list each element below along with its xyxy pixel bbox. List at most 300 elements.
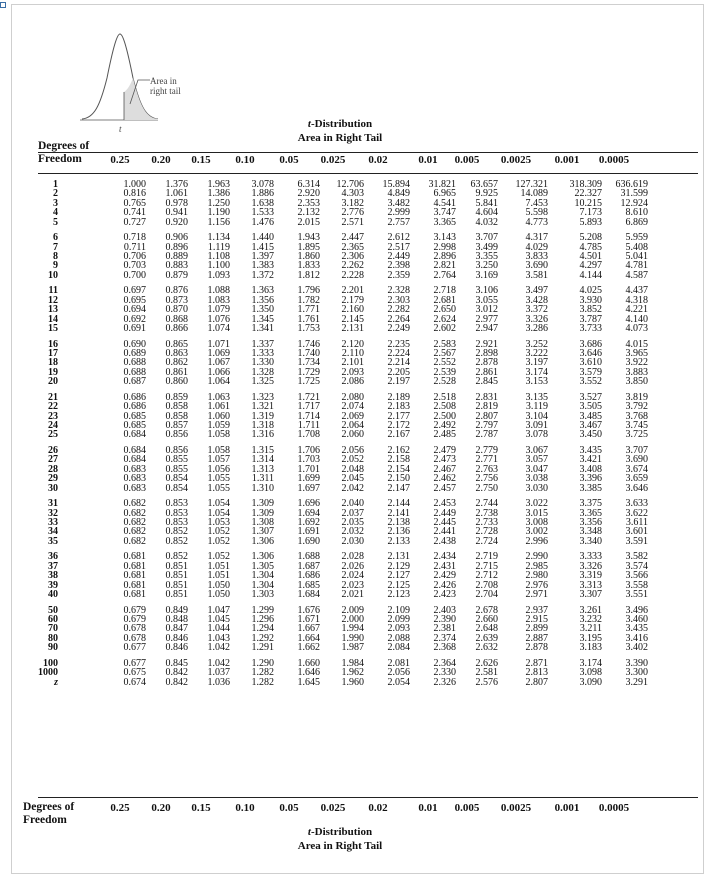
table-row [42,218,692,228]
critical-value-cell: 1.066 [207,366,230,378]
critical-value-cell: 2.861 [475,366,498,378]
critical-value-cell: 1.291 [251,642,274,654]
critical-value-cell: 3.348 [579,526,602,538]
critical-value-cell: 1.055 [207,473,230,485]
critical-value-cell: 2.434 [433,551,456,563]
critical-value-cell: 1.055 [207,482,230,494]
critical-value-cell: 2.129 [387,560,410,572]
critical-value-cell: 1.292 [251,632,274,644]
critical-value-cell: 0.866 [165,323,188,334]
critical-value-cell: 1.076 [207,313,230,325]
critical-value-cell: 1.057 [207,454,230,466]
critical-value-cell: 2.167 [387,429,410,441]
critical-value-cell: 2.353 [297,197,320,209]
critical-value-cell: 2.423 [433,589,456,600]
critical-value-cell: 1.051 [207,570,230,582]
critical-value-cell: 2.528 [433,376,456,388]
critical-value-cell: 3.566 [625,570,648,582]
footer-title-line-2: Area in Right Tail [297,840,383,852]
critical-value-cell: 2.576 [475,676,498,688]
critical-value-cell: 2.368 [433,642,456,654]
critical-value-cell: 3.646 [625,482,648,494]
critical-value-cell: 1.895 [297,241,320,253]
table-row [42,678,692,688]
critical-value-cell: 2.138 [387,517,410,528]
critical-value-cell: 2.179 [341,294,364,306]
degrees-of-freedom-cell: 50 [48,604,58,616]
critical-value-cell: 2.449 [387,251,410,262]
critical-value-cell: 1.282 [251,676,274,688]
critical-value-cell: 2.704 [475,589,498,600]
critical-value-cell: 2.518 [433,391,456,403]
critical-value-cell: 3.707 [475,232,498,244]
table-row [42,484,692,494]
header-rule [38,173,698,174]
critical-value-cell: 3.232 [579,614,602,625]
header-alpha-11: 0.0005 [598,154,630,166]
critical-value-cell: 0.852 [165,526,188,538]
degrees-of-freedom-cell: 12 [48,294,58,306]
footer-alpha-5: 0.025 [320,802,346,814]
critical-value-cell: 0.855 [165,454,188,466]
critical-value-cell: 0.686 [123,391,146,403]
critical-value-cell: 3.098 [579,667,602,679]
critical-value-cell: 1.533 [251,207,274,219]
critical-value-cell: 3.819 [625,391,648,403]
critical-value-cell: 1.325 [251,376,274,388]
critical-value-cell: 1.316 [251,429,274,441]
critical-value-cell: 0.682 [123,526,146,538]
critical-value-cell: 3.591 [625,535,648,547]
critical-value-cell: 1.333 [251,348,274,359]
critical-value-cell: 3.372 [525,304,548,316]
critical-value-cell: 2.813 [525,667,548,679]
critical-value-cell: 1.962 [341,667,364,679]
degrees-of-freedom-cell: 27 [48,454,58,466]
critical-value-cell: 0.695 [123,294,146,306]
critical-value-cell: 0.858 [165,401,188,413]
degrees-of-freedom-cell: 21 [48,391,58,403]
critical-value-cell: 1.074 [207,323,230,334]
degrees-of-freedom-cell: 36 [48,551,58,563]
critical-value-cell: 1.692 [297,517,320,528]
footer-alpha-6: 0.02 [368,802,388,814]
critical-value-cell: 1.638 [251,197,274,209]
critical-value-cell: 14.089 [520,188,548,200]
critical-value-cell: 0.684 [123,429,146,441]
degrees-of-freedom-cell: 29 [48,473,58,485]
critical-value-cell: 2.030 [341,535,364,547]
critical-value-cell: 3.725 [625,429,648,441]
critical-value-cell: 0.688 [123,357,146,369]
critical-value-cell: 1.415 [251,241,274,253]
area-label-line-2: right tail [150,86,181,96]
critical-value-cell: 2.449 [433,507,456,519]
degrees-of-freedom-cell: 24 [48,420,58,431]
degrees-of-freedom-cell: 38 [48,570,58,582]
critical-value-cell: 2.035 [341,517,364,528]
critical-value-cell: 2.084 [387,642,410,654]
critical-value-cell: 1.729 [297,366,320,378]
critical-value-cell: 4.303 [341,188,364,200]
critical-value-cell: 3.319 [579,570,602,582]
critical-value-cell: 2.985 [525,560,548,572]
critical-value-cell: 2.081 [387,657,410,669]
critical-value-cell: 2.131 [387,551,410,563]
critical-value-cell: 2.976 [525,579,548,591]
critical-value-cell: 3.012 [475,304,498,316]
critical-value-cell: 2.871 [525,657,548,669]
degrees-of-freedom-cell: 15 [48,323,58,334]
critical-value-cell: 4.032 [475,216,498,228]
critical-value-cell: 0.727 [123,216,146,228]
critical-value-cell: 2.462 [433,473,456,485]
critical-value-cell: 3.067 [525,445,548,456]
critical-value-cell: 2.632 [475,642,498,654]
critical-value-cell: 1.058 [207,445,230,456]
critical-value-cell: 0.855 [165,463,188,475]
critical-value-cell: 0.682 [123,535,146,547]
critical-value-cell: 5.041 [625,251,648,262]
critical-value-cell: 1.699 [297,473,320,485]
critical-value-cell: 2.921 [475,338,498,350]
critical-value-cell: 3.581 [525,269,548,281]
bell-curve-figure [80,28,160,128]
critical-value-cell: 0.678 [123,632,146,644]
bell-curve [82,34,158,119]
critical-value-cell: 2.306 [341,251,364,262]
critical-value-cell: 3.460 [625,614,648,625]
critical-value-cell: 1.315 [251,445,274,456]
degrees-header-line-1: Degrees of [38,140,90,152]
critical-value-cell: 1.083 [207,294,230,306]
critical-value-cell: 0.679 [123,604,146,616]
table-row [42,271,692,281]
critical-value-cell: 3.787 [579,313,602,325]
degrees-of-freedom-cell: 1000 [38,667,58,679]
critical-value-cell: 6.965 [433,188,456,200]
critical-value-cell: 1.093 [207,269,230,281]
critical-value-cell: 0.683 [123,463,146,475]
critical-value-cell: 2.141 [387,507,410,519]
critical-value-cell: 3.182 [341,197,364,209]
critical-value-cell: 3.174 [579,657,602,669]
critical-value-cell: 1.711 [297,420,320,431]
critical-value-cell: 3.646 [579,348,602,359]
critical-value-cell: 0.688 [123,366,146,378]
critical-value-cell: 3.183 [579,642,602,654]
table-row [42,643,692,653]
critical-value-cell: 2.189 [387,391,410,403]
degrees-header-line-2: Freedom [38,153,82,165]
critical-value-cell: 1.686 [297,570,320,582]
critical-value-cell: 3.768 [625,410,648,422]
critical-value-cell: 1.994 [341,623,364,635]
critical-value-cell: 1.761 [297,313,320,325]
critical-value-cell: 1.697 [297,482,320,494]
critical-value-cell: 1.071 [207,338,230,350]
footer-alpha-10: 0.001 [554,802,580,814]
critical-value-cell: 2.492 [433,420,456,431]
critical-value-cell: 1.088 [207,285,230,297]
critical-value-cell: 4.221 [625,304,648,316]
critical-value-cell: 2.127 [387,570,410,582]
critical-value-cell: 0.906 [165,232,188,244]
title-line-1 [230,117,450,131]
critical-value-cell: 3.497 [525,285,548,297]
critical-value-cell: 2.920 [297,188,320,200]
critical-value-cell: 3.633 [625,498,648,510]
critical-value-cell: 2.431 [433,560,456,572]
critical-value-cell: 0.853 [165,498,188,510]
critical-value-cell: 0.677 [123,642,146,654]
degrees-of-freedom-cell: 25 [48,429,58,441]
critical-value-cell: 2.328 [387,285,410,297]
header-alpha-7: 0.01 [418,154,438,166]
footer-alpha-3: 0.10 [235,802,255,814]
degrees-of-freedom-cell: 80 [48,632,58,644]
critical-value-cell: 3.421 [579,454,602,466]
critical-value-cell: 2.797 [475,420,498,431]
critical-value-cell: 0.978 [165,197,188,209]
critical-value-cell: 4.029 [525,241,548,253]
bottom-rule [38,797,698,798]
critical-value-cell: 2.999 [387,207,410,219]
critical-value-cell: 2.980 [525,570,548,582]
degrees-header [38,140,89,166]
critical-value-cell: 2.145 [341,313,364,325]
critical-value-cell: 3.467 [579,420,602,431]
title-line-2: Area in Right Tail [297,132,383,144]
critical-value-cell: 4.318 [625,294,648,306]
critical-value-cell: 3.930 [579,294,602,306]
critical-value-cell: 1.990 [341,632,364,644]
header-alpha-9: 0.0025 [500,154,532,166]
critical-value-cell: 0.857 [165,420,188,431]
critical-value-cell: 1.701 [297,463,320,475]
critical-value-cell: 8.610 [625,207,648,219]
critical-value-cell: 1.321 [251,401,274,413]
critical-value-cell: 1.047 [207,604,230,616]
critical-value-cell: 2.224 [387,348,410,359]
critical-value-cell: 3.261 [579,604,602,616]
degrees-of-freedom-cell: 35 [48,535,58,547]
critical-value-cell: 63.657 [470,179,498,190]
critical-value-cell: 2.359 [387,269,410,281]
critical-value-cell: 3.365 [433,216,456,228]
critical-value-cell: 3.574 [625,560,648,572]
critical-value-cell: 0.681 [123,589,146,600]
critical-value-cell: 3.690 [525,260,548,272]
critical-value-cell: 3.250 [475,260,498,272]
critical-value-cell: 2.831 [475,391,498,403]
critical-value-cell: 1.386 [207,188,230,200]
critical-value-cell: 2.650 [433,304,456,316]
critical-value-cell: 3.674 [625,463,648,475]
critical-value-cell: 1.383 [251,260,274,272]
critical-value-cell: 0.845 [165,657,188,669]
critical-value-cell: 5.893 [579,216,602,228]
critical-value-cell: 2.154 [387,463,410,475]
critical-value-cell: 3.499 [475,241,498,253]
critical-value-cell: 1.746 [297,338,320,350]
degrees-of-freedom-cell: 39 [48,579,58,591]
critical-value-cell: 1.696 [297,498,320,510]
critical-value-cell: 1.812 [297,269,320,281]
critical-value-cell: 1.045 [207,614,230,625]
critical-value-cell: 0.865 [165,338,188,350]
table-row [42,590,692,600]
critical-value-cell: 0.860 [165,376,188,388]
critical-value-cell: 2.819 [475,401,498,413]
critical-value-cell: 2.158 [387,454,410,466]
critical-value-cell: 3.622 [625,507,648,519]
critical-value-cell: 2.052 [341,454,364,466]
critical-value-cell: 1.662 [297,642,320,654]
critical-value-cell: 2.626 [475,657,498,669]
critical-value-cell: 7.453 [525,197,548,209]
critical-value-cell: 1.886 [251,188,274,200]
critical-value-cell: 2.763 [475,463,498,475]
area-label-line-1: Area in [150,76,177,86]
critical-value-cell: 1.304 [251,579,274,591]
critical-value-cell: 2.093 [341,366,364,378]
critical-value-cell: 1.036 [207,676,230,688]
table-row [42,377,692,387]
critical-value-cell: 1.660 [297,657,320,669]
degrees-of-freedom-cell: 17 [48,348,58,359]
critical-value-cell: 2.228 [341,269,364,281]
critical-value-cell: 1.069 [207,348,230,359]
critical-value-cell: 2.365 [341,241,364,253]
critical-value-cell: 1.044 [207,623,230,635]
critical-value-cell: 2.023 [341,579,364,591]
critical-value-cell: 1.706 [297,445,320,456]
critical-value-cell: 1.054 [207,507,230,519]
critical-value-cell: 2.807 [475,410,498,422]
critical-value-cell: 2.021 [341,589,364,600]
critical-value-cell: 2.757 [387,216,410,228]
critical-value-cell: 2.712 [475,570,498,582]
critical-value-cell: 3.252 [525,338,548,350]
critical-value-cell: 2.878 [475,357,498,369]
critical-value-cell: 2.733 [475,517,498,528]
critical-value-cell: 22.327 [574,188,602,200]
critical-value-cell: 2.390 [433,614,456,625]
critical-value-cell: 1.397 [251,251,274,262]
critical-value-cell: 0.889 [165,251,188,262]
critical-value-cell: 0.677 [123,657,146,669]
critical-value-cell: 3.402 [625,642,648,654]
critical-value-cell: 0.862 [165,357,188,369]
critical-value-cell: 3.482 [387,197,410,209]
degrees-of-freedom-cell: 5 [53,216,58,228]
critical-value-cell: 2.744 [475,498,498,510]
critical-value-cell: 1.645 [297,676,320,688]
critical-value-cell: 0.697 [123,285,146,297]
degrees-of-freedom-cell: 19 [48,366,58,378]
critical-value-cell: 1.476 [251,216,274,228]
critical-value-cell: 2.896 [433,251,456,262]
critical-value-cell: 1.963 [207,179,230,190]
critical-value-cell: 1.671 [297,614,320,625]
critical-value-cell: 1.687 [297,560,320,572]
critical-value-cell: 2.101 [341,357,364,369]
critical-value-cell: 2.099 [387,614,410,625]
critical-value-cell: 0.848 [165,614,188,625]
critical-value-cell: 1.363 [251,285,274,297]
critical-value-cell: 2.821 [433,260,456,272]
critical-value-cell: 2.282 [387,304,410,316]
table-row [42,537,692,547]
critical-value-cell: 3.030 [525,482,548,494]
critical-value-cell: 3.582 [625,551,648,563]
critical-value-cell: 2.056 [387,667,410,679]
critical-value-cell: 0.847 [165,623,188,635]
critical-value-cell: 1.330 [251,357,274,369]
title-rest: -Distribution [310,118,373,130]
critical-value-cell: 3.385 [579,482,602,494]
critical-value-cell: 3.222 [525,348,548,359]
degrees-of-freedom-cell: 14 [48,313,58,325]
critical-value-cell: 3.428 [525,294,548,306]
critical-value-cell: 4.317 [525,232,548,244]
critical-value-cell: 1.376 [165,179,188,190]
critical-value-cell: 1.305 [251,560,274,572]
critical-value-cell: 0.681 [123,570,146,582]
critical-value-cell: 0.681 [123,551,146,563]
critical-value-cell: 0.684 [123,445,146,456]
critical-value-cell: 4.297 [579,260,602,272]
critical-value-cell: 3.326 [579,560,602,572]
critical-value-cell: 0.896 [165,241,188,253]
critical-value-cell: 3.143 [433,232,456,244]
critical-value-cell: 2.024 [341,570,364,582]
critical-value-cell: 5.959 [625,232,648,244]
critical-value-cell: 2.724 [475,535,498,547]
critical-value-cell: 2.937 [525,604,548,616]
critical-value-cell: 3.057 [525,454,548,466]
critical-value-cell: 2.088 [387,632,410,644]
critical-value-cell: 3.833 [525,251,548,262]
critical-value-cell: 3.038 [525,473,548,485]
critical-value-cell: 3.313 [579,579,602,591]
critical-value-cell: 0.876 [165,285,188,297]
critical-value-cell: 3.047 [525,463,548,475]
critical-value-cell: 0.842 [165,667,188,679]
critical-value-cell: 0.854 [165,482,188,494]
critical-value-cell: 2.060 [341,429,364,441]
footer-alpha-7: 0.01 [418,802,438,814]
degrees-of-freedom-cell: 90 [48,642,58,654]
critical-value-cell: 3.015 [525,507,548,519]
critical-value-cell: 3.135 [525,391,548,403]
critical-value-cell: 2.750 [475,482,498,494]
critical-value-cell: 3.610 [579,357,602,369]
critical-value-cell: 1.052 [207,526,230,538]
critical-value-cell: 4.437 [625,285,648,297]
critical-value-cell: 0.694 [123,304,146,316]
critical-value-cell: 3.852 [579,304,602,316]
critical-value-cell: 0.683 [123,482,146,494]
critical-value-cell: 1.646 [297,667,320,679]
critical-value-cell: 3.747 [433,207,456,219]
critical-value-cell: 2.147 [387,482,410,494]
critical-value-cell: 2.771 [475,454,498,466]
critical-value-cell: 2.447 [341,232,364,244]
critical-value-cell: 0.689 [123,348,146,359]
critical-value-cell: 0.853 [165,507,188,519]
